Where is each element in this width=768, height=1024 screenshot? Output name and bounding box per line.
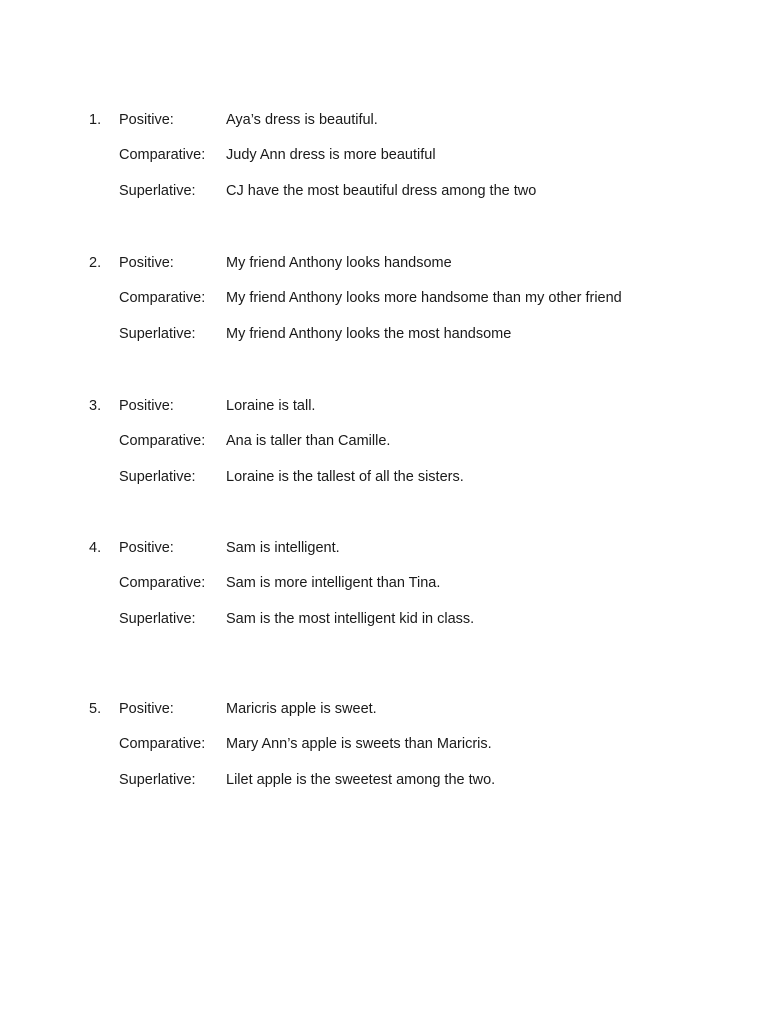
degree-label: Superlative: (119, 326, 196, 342)
comparative-row (0, 573, 768, 593)
degree-label: Positive: (119, 255, 174, 271)
degree-label: Superlative: (119, 772, 196, 788)
item-number: 1. (89, 112, 102, 128)
superlative-row (0, 770, 768, 790)
degree-label: Positive: (119, 398, 174, 414)
example-sentence: Maricris apple is sweet. (226, 701, 377, 717)
example-sentence: Loraine is the tallest of all the sisters. (226, 469, 464, 485)
superlative-row (0, 609, 768, 629)
example-sentence: CJ have the most beautiful dress among the two (226, 183, 537, 199)
degree-label: Superlative: (119, 611, 196, 627)
item-number: 2. (89, 255, 102, 271)
degree-label: Comparative: (119, 147, 206, 163)
example-sentence: Sam is intelligent. (226, 540, 340, 556)
positive-row (0, 699, 768, 719)
superlative-row (0, 181, 768, 201)
degree-label: Superlative: (119, 183, 196, 199)
example-sentence: My friend Anthony looks the most handsome (226, 326, 512, 342)
example-sentence: Judy Ann dress is more beautiful (226, 147, 436, 163)
degree-label: Comparative: (119, 736, 206, 752)
item-number: 5. (89, 701, 102, 717)
degree-label: Positive: (119, 540, 174, 556)
positive-row (0, 396, 768, 416)
example-sentence: My friend Anthony looks handsome (226, 255, 452, 271)
degree-label: Superlative: (119, 469, 196, 485)
example-sentence: Aya’s dress is beautiful. (226, 112, 378, 128)
example-sentence: Lilet apple is the sweetest among the two. (226, 772, 496, 788)
positive-row (0, 253, 768, 273)
comparative-row (0, 145, 768, 165)
item-number: 3. (89, 398, 102, 414)
example-sentence: My friend Anthony looks more handsome than my other friend (226, 290, 622, 306)
example-sentence: Sam is more intelligent than Tina. (226, 575, 441, 591)
degree-label: Positive: (119, 701, 174, 717)
positive-row (0, 538, 768, 558)
example-sentence: Loraine is tall. (226, 398, 316, 414)
example-sentence: Mary Ann’s apple is sweets than Maricris. (226, 736, 492, 752)
degree-label: Comparative: (119, 290, 206, 306)
superlative-row (0, 324, 768, 344)
positive-row (0, 110, 768, 130)
comparative-row (0, 288, 768, 308)
degree-label: Comparative: (119, 575, 206, 591)
degree-label: Comparative: (119, 433, 206, 449)
degree-label: Positive: (119, 112, 174, 128)
example-sentence: Sam is the most intelligent kid in class. (226, 611, 475, 627)
superlative-row (0, 467, 768, 487)
comparative-row (0, 734, 768, 754)
item-number: 4. (89, 540, 102, 556)
comparative-row (0, 431, 768, 451)
example-sentence: Ana is taller than Camille. (226, 433, 391, 449)
